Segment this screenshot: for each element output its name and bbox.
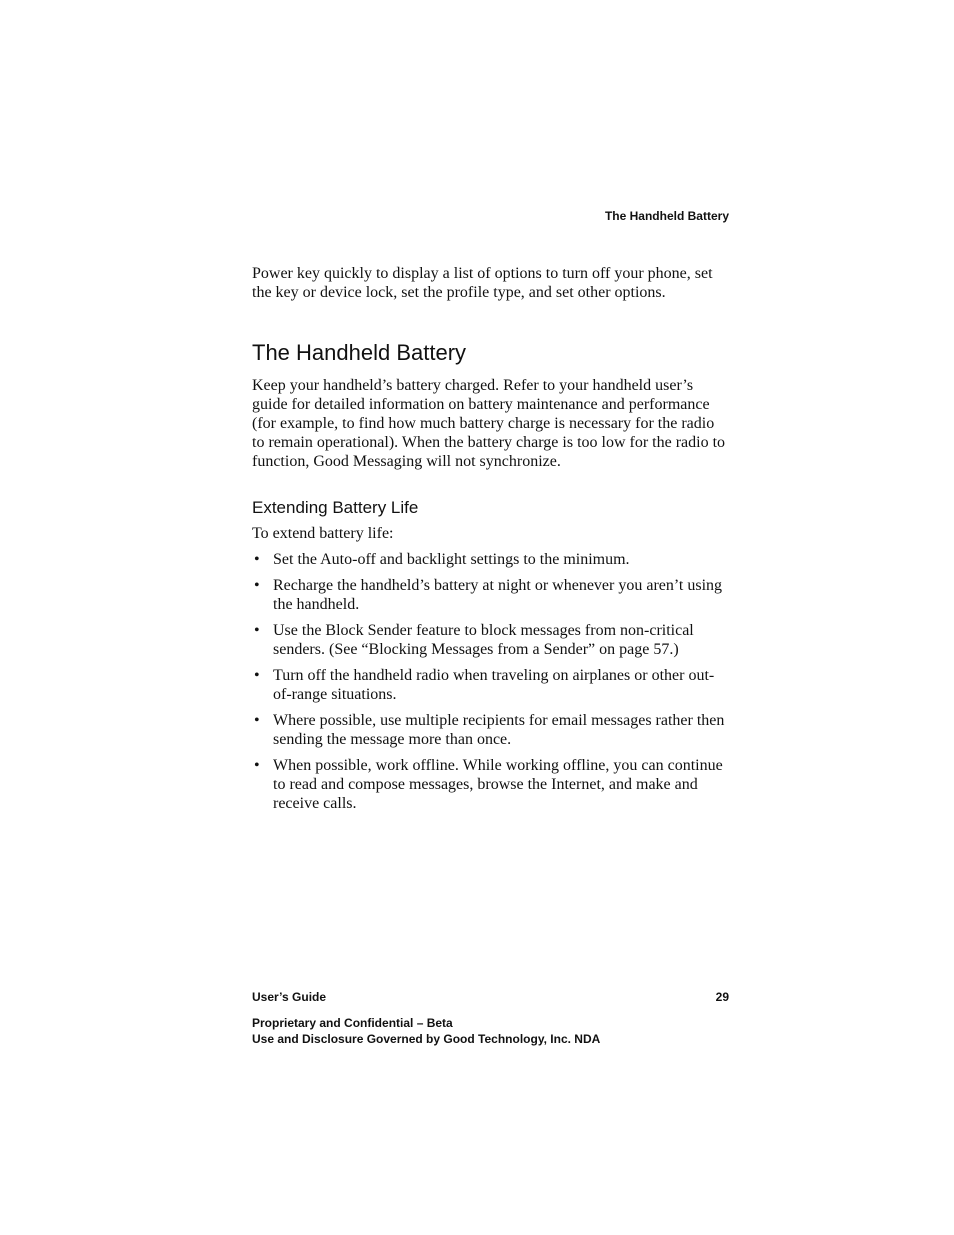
list-item-text: Where possible, use multiple recipients for email messages rather then sending the message more than once. [273,712,725,748]
subsection-lead: To extend battery life: [252,525,394,542]
running-header: The Handheld Battery [604,209,729,223]
bullet-icon: • [254,667,260,684]
footer-guide-line [252,989,729,1005]
list-item-text: Recharge the handheld’s battery at night or whenever you aren’t using the handheld. [273,577,723,613]
confidential-notice: Proprietary and Confidential – Beta [252,1016,453,1030]
list-item [252,666,729,704]
intro-paragraph: Power key quickly to display a list of options to turn off your phone, set the key or device lock, set the profile type, and set other options. [252,265,713,301]
list-item [252,756,729,813]
page-content [252,264,729,820]
list-item [252,550,729,569]
list-item-text: Turn off the handheld radio when traveling on airplanes or other out-of-range situations. [273,667,715,703]
list-item-text: When possible, work offline. While working offline, you can continue to read and compose messages, browse the Internet, and make and receive calls. [273,757,723,812]
section-heading: The Handheld Battery [252,340,467,365]
list-item [252,621,729,659]
list-item [252,711,729,749]
battery-tips-list [252,550,729,813]
footer-guide-label: User’s Guide [252,990,327,1004]
bullet-icon: • [254,551,260,568]
list-item-text: Set the Auto-off and backlight settings to the minimum. [273,551,630,568]
page-number: 29 [715,990,729,1004]
subsection-heading: Extending Battery Life [252,498,419,517]
bullet-icon: • [254,712,260,729]
nda-notice: Use and Disclosure Governed by Good Technology, Inc. NDA [252,1032,601,1046]
bullet-icon: • [254,622,260,639]
list-item [252,576,729,614]
section-body: Keep your handheld’s battery charged. Refer to your handheld user’s guide for detailed information on battery maintenance and performance (for example, to find how much battery charge is necessary for the radio to remain operational). When the battery charge is too low for the radio to function, Good Messaging will not synchronize. [252,377,726,470]
list-item-text: Use the Block Sender feature to block messages from non-critical senders. (See “Blocking Messages from a Sender” on page 57.) [273,622,694,658]
bullet-icon: • [254,577,260,594]
bullet-icon: • [254,757,260,774]
footer-confidentiality [252,1015,772,1047]
